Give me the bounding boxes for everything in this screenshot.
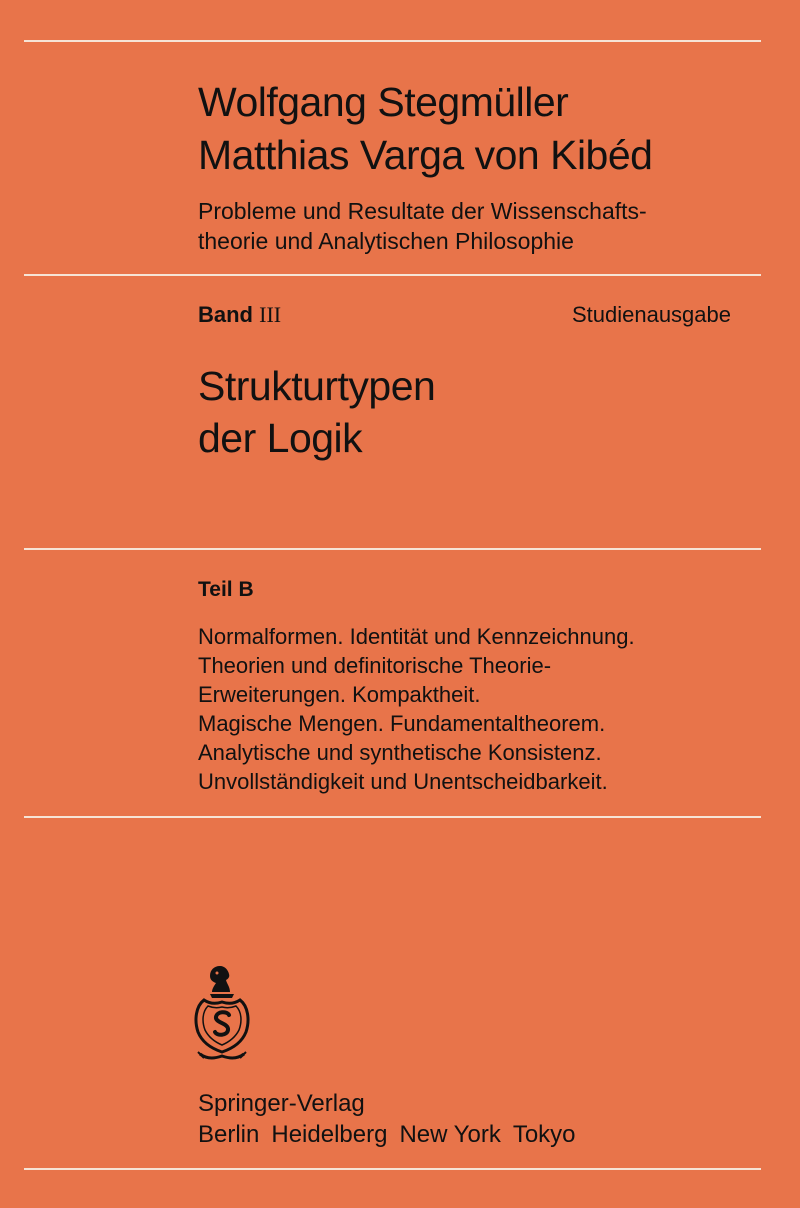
city: New York	[399, 1121, 501, 1148]
authors	[198, 76, 652, 182]
band-number: III	[259, 302, 282, 327]
edition-label: Studienausgabe	[571, 302, 731, 327]
band-label: Band	[198, 302, 253, 327]
part-label: Teil B	[198, 578, 254, 601]
title-line-1: Strukturtypen	[198, 363, 436, 409]
contents-line: Erweiterungen. Kompaktheit.	[198, 682, 481, 707]
contents-line: Normalformen. Identität und Kennzeichnung.	[198, 624, 635, 649]
publisher-cities	[198, 1119, 588, 1150]
rule-4	[24, 816, 761, 818]
springer-knight-logo-icon	[190, 962, 254, 1064]
series-line-2: theorie und Analytischen Philosophie	[198, 228, 574, 254]
bottom-rule	[24, 1168, 761, 1170]
city: Heidelberg	[271, 1121, 388, 1148]
city: Tokyo	[512, 1121, 576, 1148]
series-title	[198, 196, 647, 256]
author-1: Wolfgang Stegmüller	[198, 79, 569, 125]
contents-line: Magische Mengen. Fundamentaltheorem.	[198, 711, 606, 736]
title-line-2: der Logik	[198, 415, 363, 461]
city: Berlin	[198, 1121, 260, 1148]
rule-3	[24, 548, 761, 550]
contents-list	[198, 622, 635, 796]
contents-line: Analytische und synthetische Konsistenz.	[198, 740, 602, 765]
contents-line: Theorien und definitorische Theorie-	[198, 653, 552, 678]
top-rule	[24, 40, 761, 42]
publisher-name: Springer-Verlag	[198, 1090, 365, 1117]
rule-2	[24, 274, 761, 276]
book-title	[198, 360, 435, 464]
author-2: Matthias Varga von Kibéd	[198, 132, 653, 178]
series-line-1: Probleme und Resultate der Wissenschafts-	[198, 198, 647, 224]
publisher-block	[198, 1088, 588, 1150]
volume-label	[198, 302, 281, 328]
contents-line: Unvollständigkeit und Unentscheidbarkeit.	[198, 769, 608, 794]
